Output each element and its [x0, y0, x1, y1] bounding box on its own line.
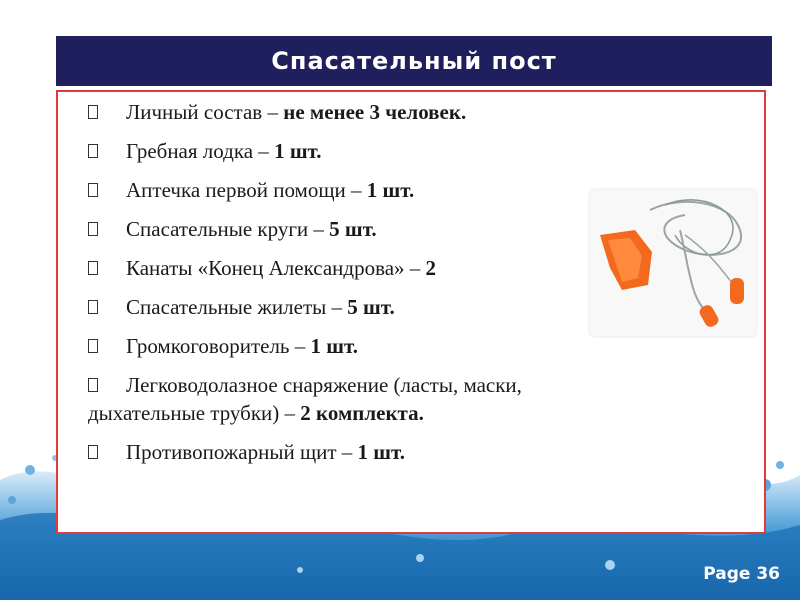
square-bullet-icon	[88, 300, 98, 314]
square-bullet-icon	[88, 445, 98, 459]
square-bullet-icon	[88, 144, 98, 158]
list-item: Гребная лодка – 1 шт.	[88, 137, 754, 165]
equipment-list	[88, 98, 754, 477]
page-number: Page 36	[703, 564, 780, 584]
list-item: Личный состав – не менее 3 человек.	[88, 98, 754, 126]
square-bullet-icon	[88, 339, 98, 353]
list-item: Аптечка первой помощи – 1 шт.	[88, 176, 754, 204]
slide-title: Спасательный пост	[271, 47, 557, 75]
square-bullet-icon	[88, 261, 98, 275]
square-bullet-icon	[88, 105, 98, 119]
list-item: Противопожарный щит – 1 шт.	[88, 438, 754, 466]
list-item: Спасательные круги – 5 шт.	[88, 215, 754, 243]
list-item: Легководолазное снаряжение (ласты, маски, дыхательные трубки) – 2 комплекта.	[88, 373, 522, 425]
title-bar	[56, 36, 772, 86]
list-item: Громкоговоритель – 1 шт.	[88, 332, 754, 360]
square-bullet-icon	[88, 222, 98, 236]
square-bullet-icon	[88, 183, 98, 197]
list-item: Спасательные жилеты – 5 шт.	[88, 293, 754, 321]
list-item: Канаты «Конец Александрова» – 2	[88, 254, 754, 282]
square-bullet-icon	[88, 378, 98, 392]
